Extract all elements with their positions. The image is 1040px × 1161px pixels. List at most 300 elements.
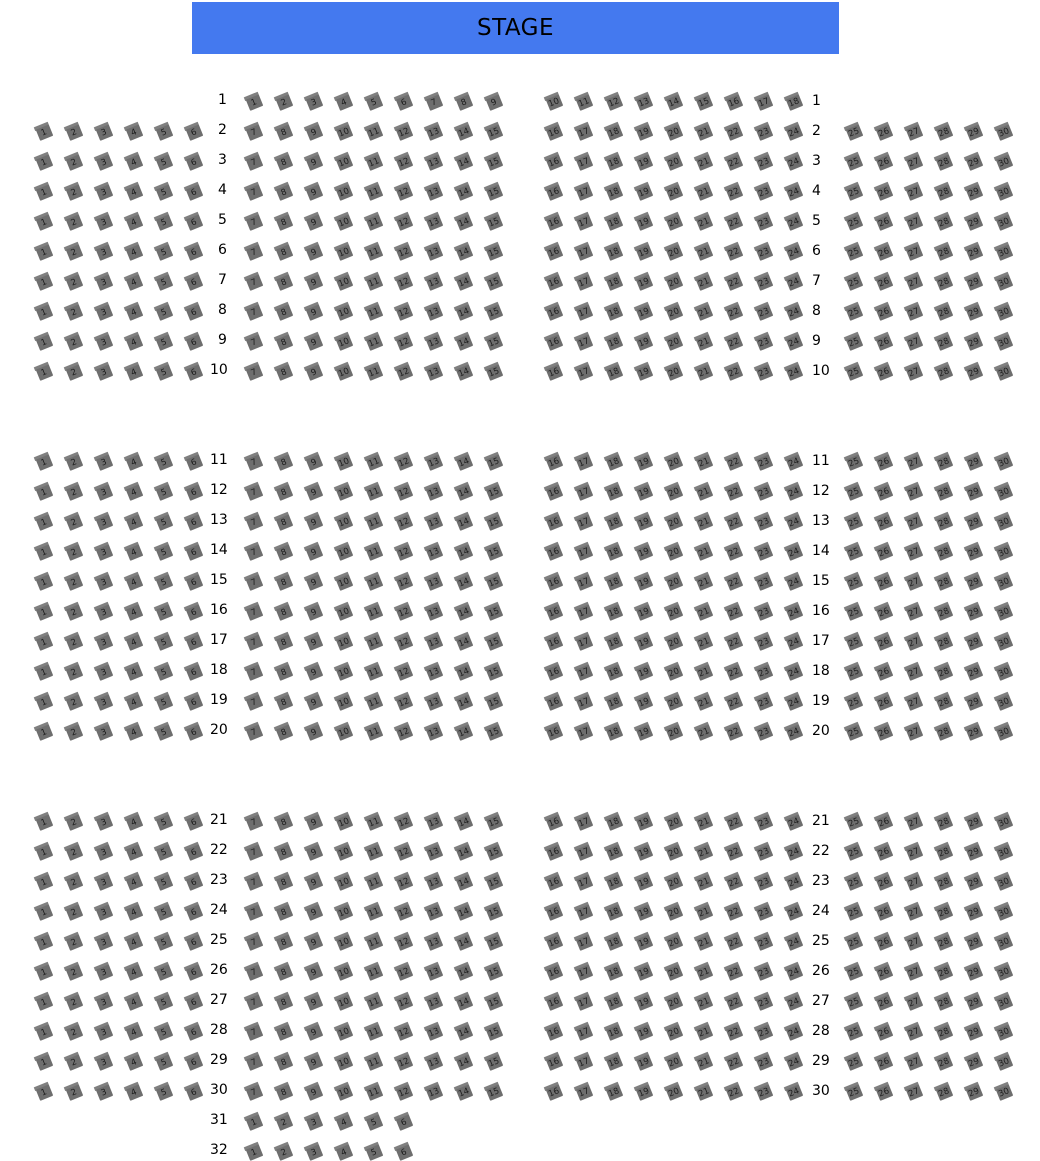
- seat[interactable]: [754, 272, 774, 292]
- seat[interactable]: [964, 902, 984, 922]
- seat[interactable]: [244, 692, 264, 712]
- seat[interactable]: [364, 122, 384, 142]
- seat[interactable]: [994, 242, 1014, 262]
- seat[interactable]: [94, 182, 114, 202]
- seat[interactable]: [454, 722, 474, 742]
- seat[interactable]: [934, 272, 954, 292]
- seat[interactable]: [844, 692, 864, 712]
- seat[interactable]: [184, 302, 204, 322]
- seat[interactable]: [484, 722, 504, 742]
- seat[interactable]: [964, 122, 984, 142]
- seat[interactable]: [634, 182, 654, 202]
- seat[interactable]: [484, 932, 504, 952]
- seat[interactable]: [664, 1022, 684, 1042]
- seat[interactable]: [424, 362, 444, 382]
- seat[interactable]: [484, 212, 504, 232]
- seat[interactable]: [34, 482, 54, 502]
- seat[interactable]: [34, 302, 54, 322]
- seat[interactable]: [244, 842, 264, 862]
- seat[interactable]: [784, 362, 804, 382]
- seat[interactable]: [244, 812, 264, 832]
- seat[interactable]: [664, 302, 684, 322]
- seat[interactable]: [334, 692, 354, 712]
- seat[interactable]: [994, 362, 1014, 382]
- seat[interactable]: [304, 1022, 324, 1042]
- seat[interactable]: [934, 482, 954, 502]
- seat[interactable]: [934, 842, 954, 862]
- seat[interactable]: [574, 452, 594, 472]
- seat[interactable]: [244, 182, 264, 202]
- seat[interactable]: [124, 302, 144, 322]
- seat[interactable]: [154, 482, 174, 502]
- seat[interactable]: [64, 962, 84, 982]
- seat[interactable]: [934, 722, 954, 742]
- seat[interactable]: [424, 302, 444, 322]
- seat[interactable]: [274, 692, 294, 712]
- seat[interactable]: [184, 992, 204, 1012]
- seat[interactable]: [184, 662, 204, 682]
- seat[interactable]: [274, 572, 294, 592]
- seat[interactable]: [754, 632, 774, 652]
- seat[interactable]: [424, 92, 444, 112]
- seat[interactable]: [124, 662, 144, 682]
- seat[interactable]: [394, 992, 414, 1012]
- seat[interactable]: [34, 902, 54, 922]
- seat[interactable]: [364, 662, 384, 682]
- seat[interactable]: [754, 302, 774, 322]
- seat[interactable]: [784, 572, 804, 592]
- seat[interactable]: [904, 992, 924, 1012]
- seat[interactable]: [334, 602, 354, 622]
- seat[interactable]: [94, 962, 114, 982]
- seat[interactable]: [154, 152, 174, 172]
- seat[interactable]: [274, 332, 294, 352]
- seat[interactable]: [754, 92, 774, 112]
- seat[interactable]: [244, 662, 264, 682]
- seat[interactable]: [244, 332, 264, 352]
- seat[interactable]: [364, 692, 384, 712]
- seat[interactable]: [604, 572, 624, 592]
- seat[interactable]: [34, 1022, 54, 1042]
- seat[interactable]: [394, 692, 414, 712]
- seat[interactable]: [364, 632, 384, 652]
- seat[interactable]: [94, 902, 114, 922]
- seat[interactable]: [64, 572, 84, 592]
- seat[interactable]: [694, 1082, 714, 1102]
- seat[interactable]: [934, 302, 954, 322]
- seat[interactable]: [874, 842, 894, 862]
- seat[interactable]: [484, 632, 504, 652]
- seat[interactable]: [694, 722, 714, 742]
- seat[interactable]: [34, 872, 54, 892]
- seat[interactable]: [154, 122, 174, 142]
- seat[interactable]: [154, 212, 174, 232]
- seat[interactable]: [544, 482, 564, 502]
- seat[interactable]: [604, 1022, 624, 1042]
- seat[interactable]: [244, 1112, 264, 1132]
- seat[interactable]: [904, 482, 924, 502]
- seat[interactable]: [424, 182, 444, 202]
- seat[interactable]: [904, 182, 924, 202]
- seat[interactable]: [694, 992, 714, 1012]
- seat[interactable]: [904, 212, 924, 232]
- seat[interactable]: [604, 1082, 624, 1102]
- seat[interactable]: [844, 962, 864, 982]
- seat[interactable]: [364, 1052, 384, 1072]
- seat[interactable]: [934, 962, 954, 982]
- seat[interactable]: [994, 152, 1014, 172]
- seat[interactable]: [724, 872, 744, 892]
- seat[interactable]: [124, 992, 144, 1012]
- seat[interactable]: [664, 92, 684, 112]
- seat[interactable]: [874, 452, 894, 472]
- seat[interactable]: [154, 1052, 174, 1072]
- seat[interactable]: [904, 1052, 924, 1072]
- seat[interactable]: [334, 1112, 354, 1132]
- seat[interactable]: [64, 842, 84, 862]
- seat[interactable]: [34, 1082, 54, 1102]
- seat[interactable]: [304, 902, 324, 922]
- seat[interactable]: [184, 872, 204, 892]
- seat[interactable]: [544, 572, 564, 592]
- seat[interactable]: [304, 122, 324, 142]
- seat[interactable]: [844, 1052, 864, 1072]
- seat[interactable]: [724, 152, 744, 172]
- seat[interactable]: [334, 932, 354, 952]
- seat[interactable]: [574, 302, 594, 322]
- seat[interactable]: [394, 602, 414, 622]
- seat[interactable]: [844, 632, 864, 652]
- seat[interactable]: [304, 1112, 324, 1132]
- seat[interactable]: [964, 512, 984, 532]
- seat[interactable]: [34, 362, 54, 382]
- seat[interactable]: [784, 542, 804, 562]
- seat[interactable]: [904, 1082, 924, 1102]
- seat[interactable]: [274, 362, 294, 382]
- seat[interactable]: [424, 482, 444, 502]
- seat[interactable]: [304, 242, 324, 262]
- seat[interactable]: [874, 932, 894, 952]
- seat[interactable]: [904, 722, 924, 742]
- seat[interactable]: [454, 122, 474, 142]
- seat[interactable]: [34, 212, 54, 232]
- seat[interactable]: [934, 932, 954, 952]
- seat[interactable]: [364, 362, 384, 382]
- seat[interactable]: [334, 662, 354, 682]
- seat[interactable]: [304, 542, 324, 562]
- seat[interactable]: [604, 92, 624, 112]
- seat[interactable]: [34, 512, 54, 532]
- seat[interactable]: [904, 512, 924, 532]
- seat[interactable]: [844, 1082, 864, 1102]
- seat[interactable]: [634, 92, 654, 112]
- seat[interactable]: [244, 992, 264, 1012]
- seat[interactable]: [484, 1082, 504, 1102]
- seat[interactable]: [874, 152, 894, 172]
- seat[interactable]: [964, 692, 984, 712]
- seat[interactable]: [394, 302, 414, 322]
- seat[interactable]: [694, 1052, 714, 1072]
- seat[interactable]: [844, 992, 864, 1012]
- seat[interactable]: [724, 572, 744, 592]
- seat[interactable]: [874, 572, 894, 592]
- seat[interactable]: [304, 1142, 324, 1161]
- seat[interactable]: [304, 632, 324, 652]
- seat[interactable]: [604, 122, 624, 142]
- seat[interactable]: [874, 272, 894, 292]
- seat[interactable]: [424, 542, 444, 562]
- seat[interactable]: [724, 992, 744, 1012]
- seat[interactable]: [394, 512, 414, 532]
- seat[interactable]: [904, 1022, 924, 1042]
- seat[interactable]: [304, 692, 324, 712]
- seat[interactable]: [334, 542, 354, 562]
- seat[interactable]: [34, 542, 54, 562]
- seat[interactable]: [634, 572, 654, 592]
- seat[interactable]: [874, 362, 894, 382]
- seat[interactable]: [544, 512, 564, 532]
- seat[interactable]: [724, 1052, 744, 1072]
- seat[interactable]: [604, 512, 624, 532]
- seat[interactable]: [934, 902, 954, 922]
- seat[interactable]: [934, 1022, 954, 1042]
- seat[interactable]: [844, 542, 864, 562]
- seat[interactable]: [994, 902, 1014, 922]
- seat[interactable]: [934, 602, 954, 622]
- seat[interactable]: [784, 122, 804, 142]
- seat[interactable]: [904, 692, 924, 712]
- seat[interactable]: [604, 1052, 624, 1072]
- seat[interactable]: [184, 542, 204, 562]
- seat[interactable]: [994, 632, 1014, 652]
- seat[interactable]: [394, 722, 414, 742]
- seat[interactable]: [544, 182, 564, 202]
- seat[interactable]: [874, 902, 894, 922]
- seat[interactable]: [574, 212, 594, 232]
- seat[interactable]: [244, 92, 264, 112]
- seat[interactable]: [844, 482, 864, 502]
- seat[interactable]: [184, 152, 204, 172]
- seat[interactable]: [664, 542, 684, 562]
- seat[interactable]: [634, 602, 654, 622]
- seat[interactable]: [934, 512, 954, 532]
- seat[interactable]: [784, 452, 804, 472]
- seat[interactable]: [754, 812, 774, 832]
- seat[interactable]: [784, 272, 804, 292]
- seat[interactable]: [934, 242, 954, 262]
- seat[interactable]: [844, 662, 864, 682]
- seat[interactable]: [124, 272, 144, 292]
- seat[interactable]: [724, 932, 744, 952]
- seat[interactable]: [304, 602, 324, 622]
- seat[interactable]: [634, 242, 654, 262]
- seat[interactable]: [484, 572, 504, 592]
- seat[interactable]: [124, 1082, 144, 1102]
- seat[interactable]: [724, 722, 744, 742]
- seat[interactable]: [454, 662, 474, 682]
- seat[interactable]: [844, 302, 864, 322]
- seat[interactable]: [274, 1142, 294, 1161]
- seat[interactable]: [844, 332, 864, 352]
- seat[interactable]: [874, 1052, 894, 1072]
- seat[interactable]: [424, 662, 444, 682]
- seat[interactable]: [574, 812, 594, 832]
- seat[interactable]: [184, 362, 204, 382]
- seat[interactable]: [604, 662, 624, 682]
- seat[interactable]: [334, 1082, 354, 1102]
- seat[interactable]: [64, 662, 84, 682]
- seat[interactable]: [904, 542, 924, 562]
- seat[interactable]: [664, 932, 684, 952]
- seat[interactable]: [64, 242, 84, 262]
- seat[interactable]: [94, 332, 114, 352]
- seat[interactable]: [724, 182, 744, 202]
- seat[interactable]: [694, 962, 714, 982]
- seat[interactable]: [784, 962, 804, 982]
- seat[interactable]: [94, 362, 114, 382]
- seat[interactable]: [304, 662, 324, 682]
- seat[interactable]: [784, 902, 804, 922]
- seat[interactable]: [334, 842, 354, 862]
- seat[interactable]: [784, 722, 804, 742]
- seat[interactable]: [754, 932, 774, 952]
- seat[interactable]: [964, 722, 984, 742]
- seat[interactable]: [334, 182, 354, 202]
- seat[interactable]: [304, 872, 324, 892]
- seat[interactable]: [154, 692, 174, 712]
- seat[interactable]: [244, 1022, 264, 1042]
- seat[interactable]: [634, 842, 654, 862]
- seat[interactable]: [694, 692, 714, 712]
- seat[interactable]: [424, 602, 444, 622]
- seat[interactable]: [154, 332, 174, 352]
- seat[interactable]: [184, 242, 204, 262]
- seat[interactable]: [424, 512, 444, 532]
- seat[interactable]: [394, 182, 414, 202]
- seat[interactable]: [964, 452, 984, 472]
- seat[interactable]: [724, 452, 744, 472]
- seat[interactable]: [994, 482, 1014, 502]
- seat[interactable]: [424, 1052, 444, 1072]
- seat[interactable]: [184, 452, 204, 472]
- seat[interactable]: [274, 902, 294, 922]
- seat[interactable]: [94, 242, 114, 262]
- seat[interactable]: [604, 992, 624, 1012]
- seat[interactable]: [604, 452, 624, 472]
- seat[interactable]: [994, 602, 1014, 622]
- seat[interactable]: [724, 602, 744, 622]
- seat[interactable]: [274, 602, 294, 622]
- seat[interactable]: [304, 332, 324, 352]
- seat[interactable]: [664, 212, 684, 232]
- seat[interactable]: [694, 902, 714, 922]
- seat[interactable]: [94, 992, 114, 1012]
- seat[interactable]: [64, 512, 84, 532]
- seat[interactable]: [394, 212, 414, 232]
- seat[interactable]: [694, 542, 714, 562]
- seat[interactable]: [274, 722, 294, 742]
- seat[interactable]: [694, 872, 714, 892]
- seat[interactable]: [64, 542, 84, 562]
- seat[interactable]: [964, 362, 984, 382]
- seat[interactable]: [124, 362, 144, 382]
- seat[interactable]: [694, 512, 714, 532]
- seat[interactable]: [304, 272, 324, 292]
- seat[interactable]: [394, 272, 414, 292]
- seat[interactable]: [484, 182, 504, 202]
- seat[interactable]: [634, 512, 654, 532]
- seat[interactable]: [34, 932, 54, 952]
- seat[interactable]: [154, 242, 174, 262]
- seat[interactable]: [454, 182, 474, 202]
- seat[interactable]: [844, 722, 864, 742]
- seat[interactable]: [694, 452, 714, 472]
- seat[interactable]: [994, 992, 1014, 1012]
- seat[interactable]: [904, 602, 924, 622]
- seat[interactable]: [394, 902, 414, 922]
- seat[interactable]: [394, 362, 414, 382]
- seat[interactable]: [304, 512, 324, 532]
- seat[interactable]: [574, 122, 594, 142]
- seat[interactable]: [454, 92, 474, 112]
- seat[interactable]: [154, 182, 174, 202]
- seat[interactable]: [964, 182, 984, 202]
- seat[interactable]: [964, 482, 984, 502]
- seat[interactable]: [934, 632, 954, 652]
- seat[interactable]: [874, 722, 894, 742]
- seat[interactable]: [454, 302, 474, 322]
- seat[interactable]: [844, 872, 864, 892]
- seat[interactable]: [394, 842, 414, 862]
- seat[interactable]: [274, 482, 294, 502]
- seat[interactable]: [964, 662, 984, 682]
- seat[interactable]: [274, 632, 294, 652]
- seat[interactable]: [334, 1022, 354, 1042]
- seat[interactable]: [154, 1082, 174, 1102]
- seat[interactable]: [754, 152, 774, 172]
- seat[interactable]: [394, 1112, 414, 1132]
- seat[interactable]: [694, 932, 714, 952]
- seat[interactable]: [694, 272, 714, 292]
- seat[interactable]: [34, 662, 54, 682]
- seat[interactable]: [334, 512, 354, 532]
- seat[interactable]: [394, 452, 414, 472]
- seat[interactable]: [304, 482, 324, 502]
- seat[interactable]: [754, 452, 774, 472]
- seat[interactable]: [424, 452, 444, 472]
- seat[interactable]: [844, 572, 864, 592]
- seat[interactable]: [484, 662, 504, 682]
- seat[interactable]: [274, 962, 294, 982]
- seat[interactable]: [964, 962, 984, 982]
- seat[interactable]: [544, 662, 564, 682]
- seat[interactable]: [994, 212, 1014, 232]
- seat[interactable]: [574, 512, 594, 532]
- seat[interactable]: [844, 452, 864, 472]
- seat[interactable]: [184, 272, 204, 292]
- seat[interactable]: [244, 152, 264, 172]
- seat[interactable]: [664, 722, 684, 742]
- seat[interactable]: [124, 962, 144, 982]
- seat[interactable]: [454, 512, 474, 532]
- seat[interactable]: [724, 272, 744, 292]
- seat[interactable]: [304, 182, 324, 202]
- seat[interactable]: [664, 1082, 684, 1102]
- seat[interactable]: [784, 1022, 804, 1042]
- seat[interactable]: [544, 302, 564, 322]
- seat[interactable]: [754, 692, 774, 712]
- seat[interactable]: [904, 962, 924, 982]
